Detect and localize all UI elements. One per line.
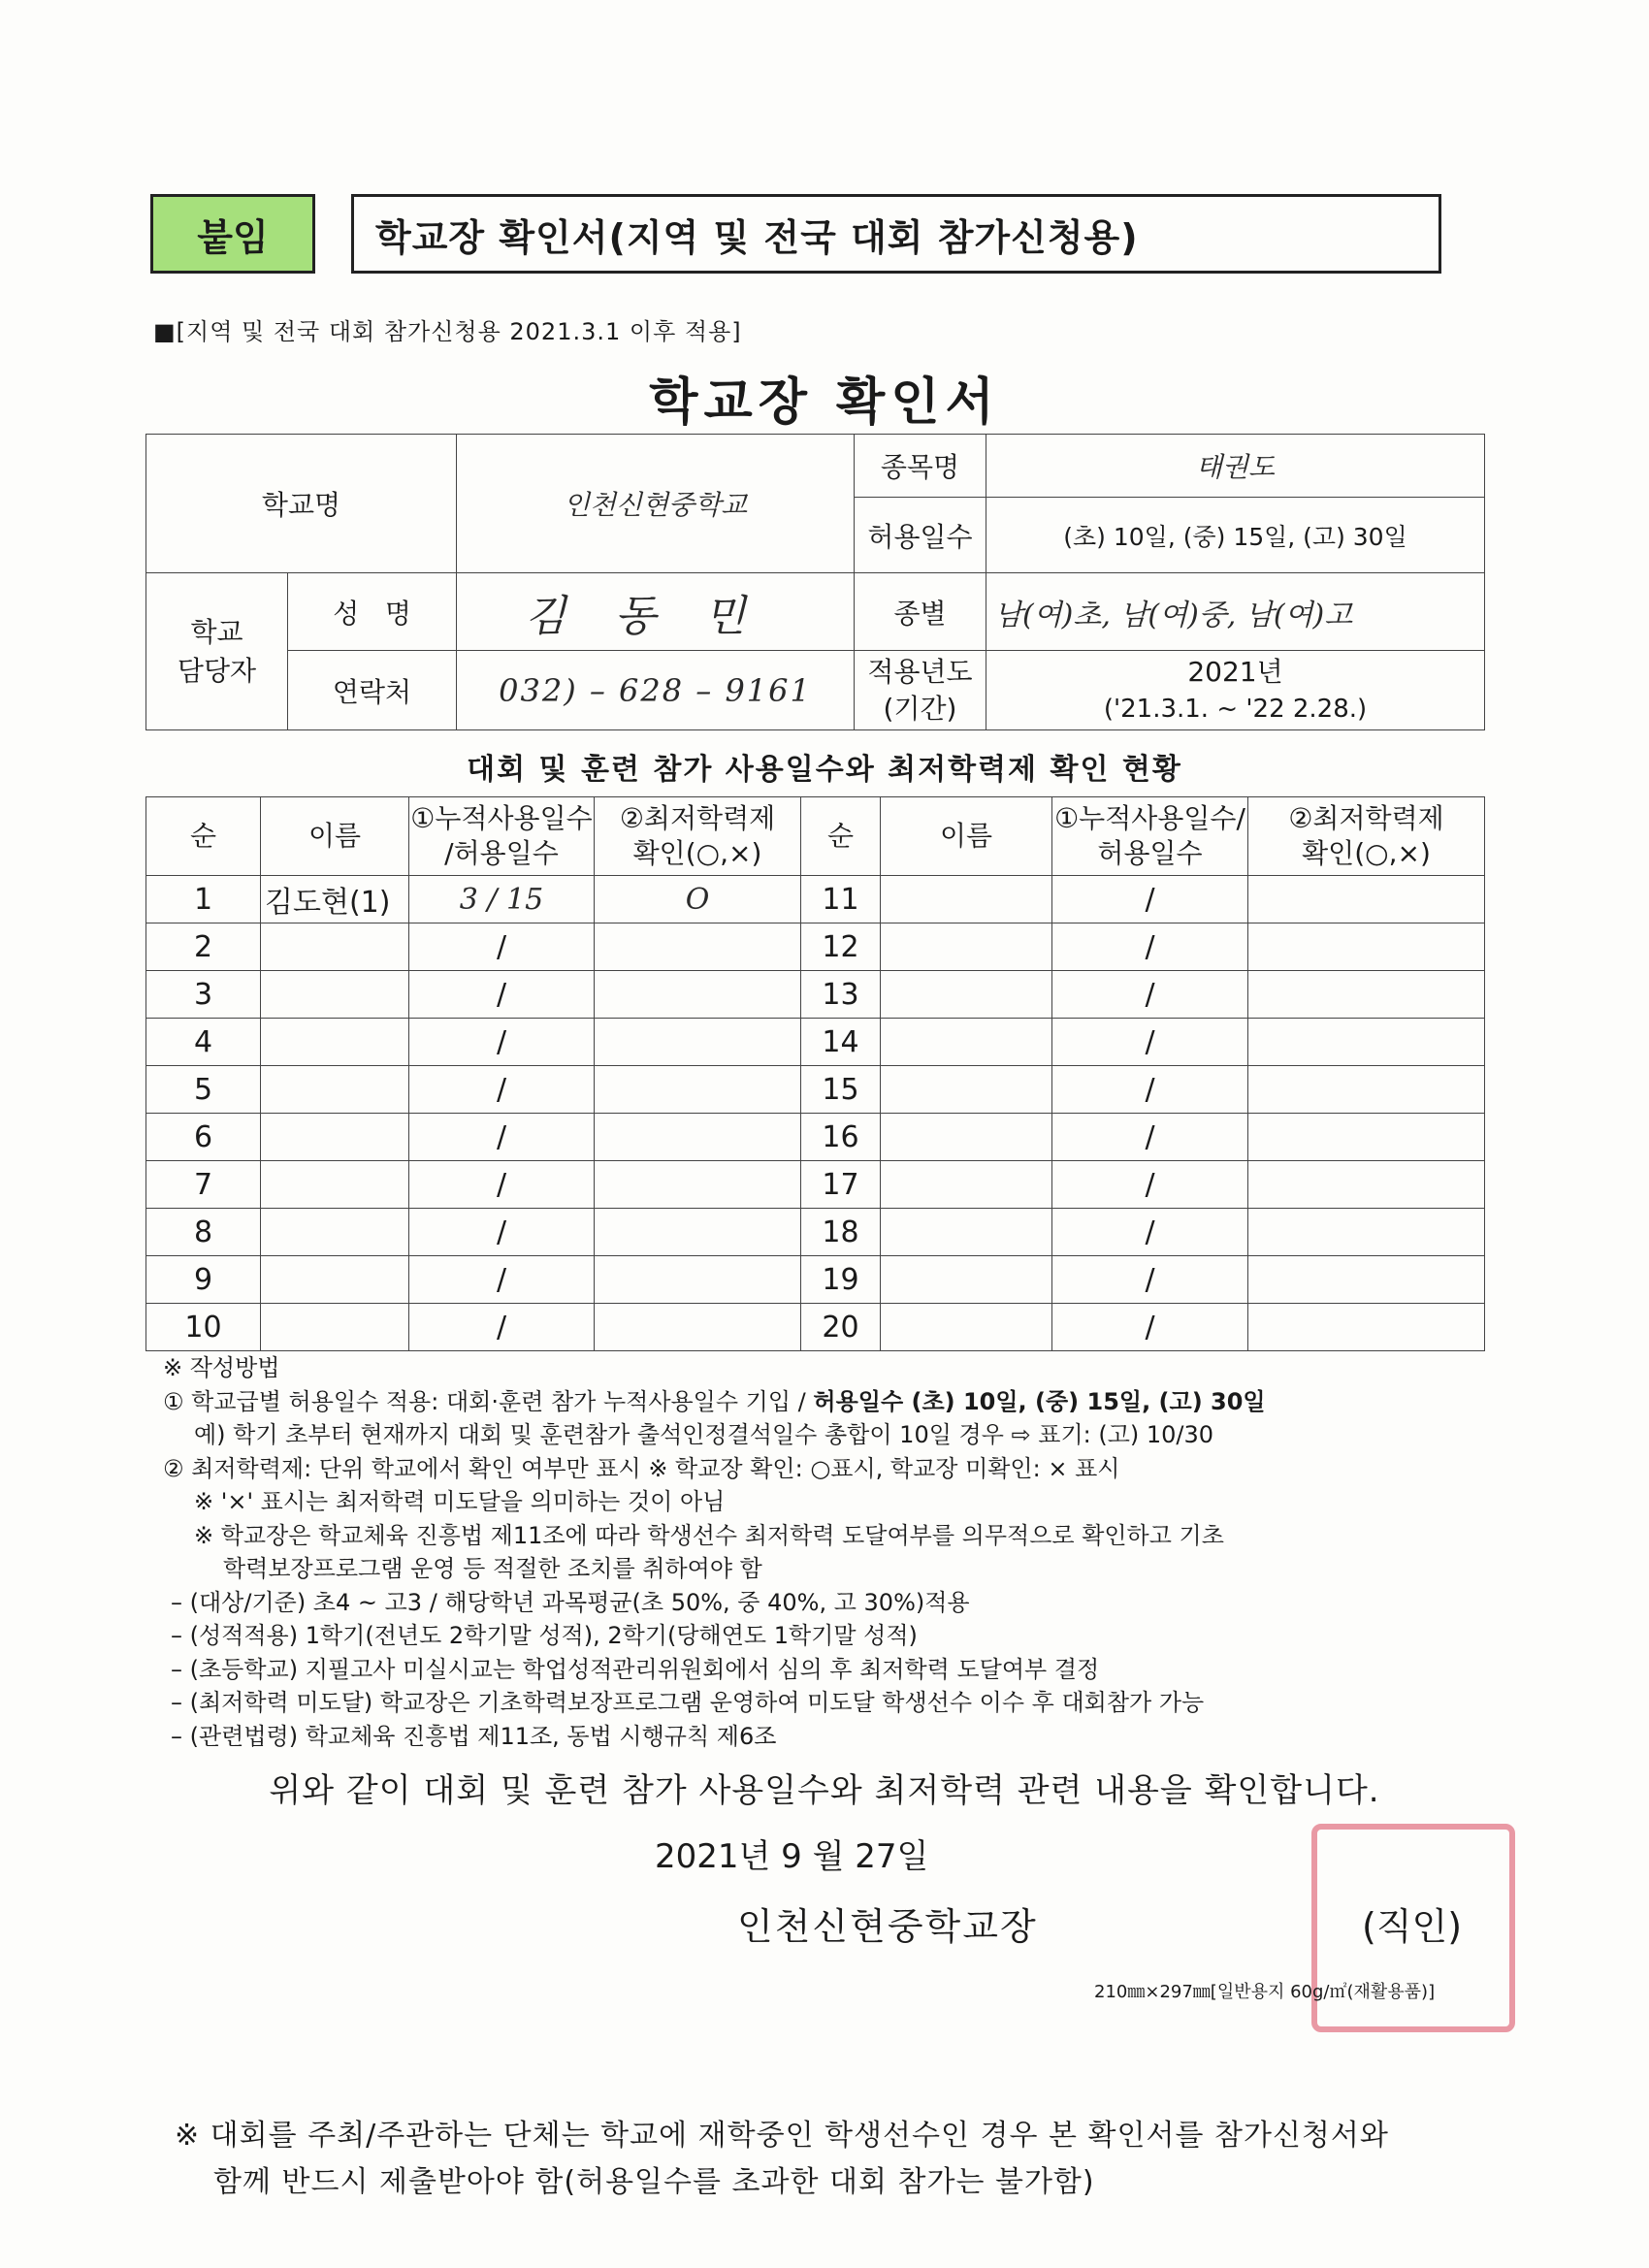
- note-1-bold: 허용일수 (초) 10일, (중) 15일, (고) 30일: [813, 1387, 1266, 1415]
- row-num-2: 13: [801, 971, 881, 1019]
- row-check: O: [595, 876, 801, 923]
- row-num: 10: [146, 1304, 261, 1351]
- row-days: /: [409, 1066, 595, 1114]
- table-header: [146, 797, 1485, 876]
- row-num-2: 15: [801, 1066, 881, 1114]
- detail-2: – (성적적용) 1학기(전년도 2학기말 성적), 2학기(당해연도 1학기말 성적): [171, 1622, 918, 1649]
- row-days-2: /: [1052, 1209, 1248, 1256]
- row-check: [595, 923, 801, 971]
- row-days: /: [409, 1114, 595, 1161]
- row-name-2: [881, 971, 1052, 1019]
- row-num-2: 20: [801, 1304, 881, 1351]
- row-name: [261, 923, 409, 971]
- row-check-2: [1248, 876, 1485, 923]
- row-num-2: 16: [801, 1114, 881, 1161]
- row-check: [595, 1114, 801, 1161]
- contact-value: 032) – 628 – 9161: [457, 651, 855, 730]
- detail-4: – (최저학력 미도달) 학교장은 기초학력보장프로그램 운영하여 미도달 학생선수 이수 후 대회참가 가능: [171, 1689, 1205, 1716]
- allowed-label: 허용일수: [855, 498, 986, 573]
- row-num: 3: [146, 971, 261, 1019]
- table-row: [146, 1256, 1485, 1304]
- row-check-2: [1248, 971, 1485, 1019]
- page-title: 학교장 확인서: [649, 373, 1000, 432]
- principal-name: 인천신현중학교장: [737, 1905, 1038, 1948]
- row-name: [261, 1161, 409, 1209]
- table-row: [146, 1019, 1485, 1066]
- row-name-2: [881, 923, 1052, 971]
- year-value: 2021년: [1187, 655, 1283, 688]
- row-num: 8: [146, 1209, 261, 1256]
- row-days: 3 / 15: [409, 876, 595, 923]
- name-label: 성 명: [288, 573, 457, 651]
- row-days: /: [409, 923, 595, 971]
- row-days-2: /: [1052, 1066, 1248, 1114]
- note-1-text: ① 학교급별 허용일수 적용: 대회·훈련 참가 누적사용일수 기입 /: [163, 1387, 814, 1415]
- row-name: [261, 971, 409, 1019]
- table-row: [146, 923, 1485, 971]
- status-table: [146, 796, 1485, 1351]
- document-heading: 학교장 확인서(지역 및 전국 대회 참가신청용): [351, 194, 1441, 274]
- col-check-2: ②최저학력제 확인(○,×): [1248, 797, 1485, 876]
- row-name: 김도현(1): [261, 876, 409, 923]
- row-num-2: 19: [801, 1256, 881, 1304]
- row-num: 4: [146, 1019, 261, 1066]
- table-row: [146, 1114, 1485, 1161]
- allowed-value: (초) 10일, (중) 15일, (고) 30일: [986, 498, 1485, 573]
- row-days: /: [409, 1161, 595, 1209]
- row-name-2: [881, 1114, 1052, 1161]
- table-row: [146, 1066, 1485, 1114]
- row-check-2: [1248, 1304, 1485, 1351]
- detail-3: – (초등학교) 지필고사 미실시교는 학업성적관리위원회에서 심의 후 최저학력 도달여부 결정: [171, 1655, 1100, 1683]
- table-row: [146, 1304, 1485, 1351]
- instructions: [163, 1351, 1521, 1753]
- col-name-2: 이름: [881, 797, 1052, 876]
- table-row: [146, 1161, 1485, 1209]
- school-value: 인천신현중학교: [457, 435, 855, 573]
- row-check-2: [1248, 1209, 1485, 1256]
- row-days: /: [409, 1304, 595, 1351]
- confirm-statement: 위와 같이 대회 및 훈련 참가 사용일수와 최저학력 관련 내용을 확인합니다.: [269, 1771, 1380, 1810]
- gender-value: 남(여)초, 남(여)중, 남(여)고: [986, 573, 1485, 651]
- row-num: 7: [146, 1161, 261, 1209]
- event-label: 종목명: [855, 435, 986, 498]
- row-name: [261, 1019, 409, 1066]
- note-4: ※ 학교장은 학교체육 진흥법 제11조에 따라 학생선수 최저학력 도달여부를 의무적으로 확인하고 기초: [194, 1521, 1224, 1549]
- row-check: [595, 1304, 801, 1351]
- note-4b: 학력보장프로그램 운영 등 적절한 조치를 취하여야 함: [223, 1555, 762, 1582]
- footer-line-1: ※ 대회를 주최/주관하는 단체는 학교에 재학중인 학생선수인 경우 본 확인서를 참가신청서와: [175, 2119, 1389, 2153]
- row-check: [595, 1019, 801, 1066]
- row-days-2: /: [1052, 971, 1248, 1019]
- row-num: 9: [146, 1256, 261, 1304]
- event-value: 태권도: [986, 435, 1485, 498]
- row-check-2: [1248, 923, 1485, 971]
- row-days-2: /: [1052, 1304, 1248, 1351]
- row-num-2: 11: [801, 876, 881, 923]
- row-check: [595, 1209, 801, 1256]
- issue-date: 2021년 9 월 27일: [655, 1837, 929, 1876]
- footer-note: [175, 2113, 1389, 2206]
- row-name: [261, 1114, 409, 1161]
- row-days: /: [409, 971, 595, 1019]
- row-name-2: [881, 1019, 1052, 1066]
- contact-label: 연락처: [288, 651, 457, 730]
- col-days: ①누적사용일수 /허용일수: [409, 797, 595, 876]
- detail-1: – (대상/기준) 초4 ~ 고3 / 해당학년 과목평균(초 50%, 중 40%, 고 30%)적용: [171, 1588, 970, 1616]
- table-row: [146, 876, 1485, 923]
- note-3: ※ '×' 표시는 최저학력 미도달을 의미하는 것이 아님: [194, 1488, 726, 1515]
- year-label: 적용년도 (기간): [855, 651, 986, 730]
- school-label: 학교명: [146, 435, 457, 573]
- row-name-2: [881, 876, 1052, 923]
- row-check-2: [1248, 1256, 1485, 1304]
- gender-label: 종별: [855, 573, 986, 651]
- name-value: 김 동 민: [457, 573, 855, 651]
- row-days-2: /: [1052, 1114, 1248, 1161]
- row-check-2: [1248, 1066, 1485, 1114]
- row-check-2: [1248, 1161, 1485, 1209]
- info-table: [146, 434, 1485, 730]
- row-name-2: [881, 1209, 1052, 1256]
- row-num-2: 18: [801, 1209, 881, 1256]
- row-name: [261, 1066, 409, 1114]
- status-title: 대회 및 훈련 참가 사용일수와 최저학력제 확인 현황: [467, 753, 1182, 787]
- row-num-2: 14: [801, 1019, 881, 1066]
- row-check-2: [1248, 1019, 1485, 1066]
- row-name-2: [881, 1304, 1052, 1351]
- note-1: [163, 1385, 1521, 1419]
- row-days: /: [409, 1256, 595, 1304]
- detail-5: – (관련법령) 학교체육 진흥법 제11조, 동법 시행규칙 제6조: [171, 1722, 777, 1750]
- row-name-2: [881, 1161, 1052, 1209]
- row-num: 5: [146, 1066, 261, 1114]
- row-check: [595, 1161, 801, 1209]
- row-num: 6: [146, 1114, 261, 1161]
- row-num-2: 17: [801, 1161, 881, 1209]
- row-days: /: [409, 1019, 595, 1066]
- attachment-badge: 붙임: [150, 194, 315, 274]
- col-num-2: 순: [801, 797, 881, 876]
- row-name-2: [881, 1066, 1052, 1114]
- row-check-2: [1248, 1114, 1485, 1161]
- row-name: [261, 1304, 409, 1351]
- row-days-2: /: [1052, 876, 1248, 923]
- row-days-2: /: [1052, 923, 1248, 971]
- row-num: 2: [146, 923, 261, 971]
- year-period: ('21.3.1. ~ '22 2.28.): [1103, 694, 1368, 724]
- note-2: ② 최저학력제: 단위 학교에서 확인 여부만 표시 ※ 학교장 확인: ○표시, 학교장 미확인: × 표시: [163, 1454, 1120, 1482]
- year-cell: [986, 651, 1485, 730]
- applied-note: ■[지역 및 전국 대회 참가신청용 2021.3.1 이후 적용]: [153, 318, 742, 345]
- col-name: 이름: [261, 797, 409, 876]
- note-1-example: 예) 학기 초부터 현재까지 대회 및 훈련참가 출석인정결석일수 총합이 10일 경우 ⇨ 표기: (고) 10/30: [194, 1421, 1214, 1448]
- manager-label: 학교 담당자: [146, 573, 288, 730]
- row-days-2: /: [1052, 1019, 1248, 1066]
- row-days: /: [409, 1209, 595, 1256]
- col-days-2: ①누적사용일수/ 허용일수: [1052, 797, 1248, 876]
- seal-label: (직인): [1362, 1905, 1463, 1948]
- row-days-2: /: [1052, 1161, 1248, 1209]
- paper-spec: 210㎜×297㎜[일반용지 60g/㎡(재활용품)]: [1094, 1982, 1436, 2002]
- col-check: ②최저학력제 확인(○,×): [595, 797, 801, 876]
- row-name-2: [881, 1256, 1052, 1304]
- row-name: [261, 1256, 409, 1304]
- notes-title: ※ 작성방법: [163, 1354, 280, 1381]
- row-num-2: 12: [801, 923, 881, 971]
- row-check: [595, 1256, 801, 1304]
- table-row: [146, 971, 1485, 1019]
- col-num: 순: [146, 797, 261, 876]
- row-check: [595, 971, 801, 1019]
- table-row: [146, 1209, 1485, 1256]
- footer-line-2: 함께 반드시 제출받아야 함(허용일수를 초과한 대회 참가는 불가함): [213, 2165, 1095, 2199]
- row-days-2: /: [1052, 1256, 1248, 1304]
- row-check: [595, 1066, 801, 1114]
- row-num: 1: [146, 876, 261, 923]
- row-name: [261, 1209, 409, 1256]
